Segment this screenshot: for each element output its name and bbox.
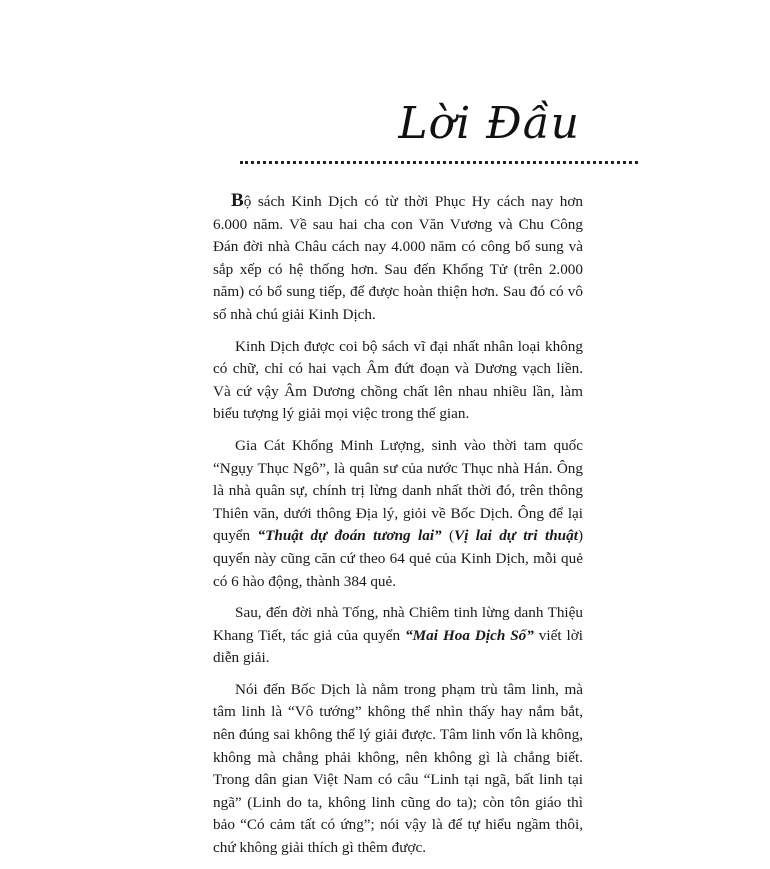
paragraph-1-text: ộ sách Kinh Dịch có từ thời Phục Hy cách nay hơn 6.000 năm. Về sau hai cha con Văn Vương và Chu Công Đán đời nhà Châu cách nay 4.000 năm có công bổ sung và sắp xếp có hệ thống hơn. Sau đến Khổng Tử (trên 2.000 năm) có bổ sung tiếp, để được hoàn thiện hơn. Sau đó có vô số nhà chú giải Kinh Dịch. bbox=[213, 193, 583, 323]
paren-open: ( bbox=[441, 527, 455, 545]
paragraph-5 bbox=[213, 679, 583, 860]
paragraph-3 bbox=[213, 435, 583, 593]
paragraph-4-text: Sau, đến đời nhà Tống, nhà Chiêm tinh lừng danh Thiệu Khang Tiết, tác giả của quyển bbox=[213, 604, 583, 644]
paragraph-2-text: Kinh Dịch được coi bộ sách vĩ đại nhất nhân loại không có chữ, chỉ có hai vạch Âm đứt đoạn và Dương vạch liền. Và cứ vậy Âm Dương chồng chất lên nhau nhiều lần, làm biểu tượng lý giải mọi việc trong thế gian. bbox=[213, 337, 583, 423]
book-subtitle-emphasis: Vị lai dự tri thuật bbox=[454, 527, 578, 545]
paragraph-5-text: Nói đến Bốc Dịch là nằm trong phạm trù tâm linh, mà tâm linh là “Vô tướng” không thể nhìn thấy hay nắm bắt, nên đúng sai không thể lý giải được. Tâm linh vốn là không, không mà chẳng phải không, nên không gì là chẳng biết. Trong dân gian Việt Nam có câu “Linh tại ngã, bất linh tại ngã” (Linh do ta, không linh cũng do ta); còn tôn giáo thì bảo “Có cảm tất có ứng”; nói vậy là để tự hiểu ngầm thôi, chứ không giải thích gì thêm được. bbox=[213, 680, 583, 857]
paragraph-3-text-end: ) quyển này cũng căn cứ theo 64 quẻ của Kinh Dịch, mỗi quẻ có 6 hào động, thành 384 quẻ. bbox=[213, 527, 583, 590]
book-title-emphasis-2: “Mai Hoa Dịch Số” bbox=[405, 626, 534, 644]
paragraph-4-text-end: viết lời diễn giải. bbox=[213, 626, 584, 667]
drop-cap: B bbox=[231, 190, 244, 211]
paragraph-1 bbox=[213, 190, 583, 327]
title-divider bbox=[240, 161, 638, 164]
paragraph-4 bbox=[213, 602, 583, 670]
paragraph-3-text: Gia Cát Khổng Minh Lượng, sinh vào thời tam quốc “Ngụy Thục Ngô”, là quân sư của nước Thục nhà Hán. Ông là nhà quân sự, chính trị lừng danh nhất thời đó, trên thông Thiên văn, dưới thông Địa lý, giỏi về Bốc Dịch. Ông để lại quyển bbox=[213, 436, 583, 545]
body-text bbox=[213, 190, 583, 869]
page-title: Lời Đầu bbox=[398, 98, 580, 149]
paragraph-2 bbox=[213, 336, 583, 426]
book-title-emphasis: “Thuật dự đoán tương lai” bbox=[257, 527, 442, 545]
